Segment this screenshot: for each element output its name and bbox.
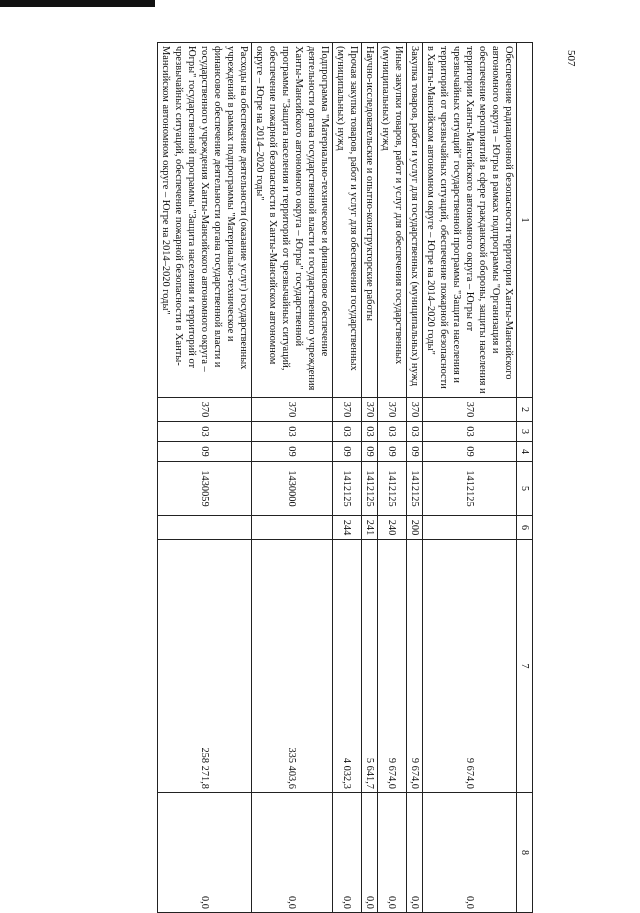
target-article-code: 1412125	[362, 462, 378, 516]
amount-value: 9 674,0	[378, 540, 407, 793]
header-cell: 6	[517, 516, 533, 540]
subsection-code: 09	[423, 442, 517, 462]
target-article-code: 1412125	[378, 462, 407, 516]
header-cell: 7	[517, 540, 533, 793]
header-cell: 1	[517, 43, 533, 398]
header-cell: 2	[517, 398, 533, 422]
page-number: 507	[565, 50, 577, 67]
table-row	[407, 43, 423, 913]
header-row	[517, 43, 533, 913]
row-description: Расходы на обеспечение деятельности (оказание услуг) государственных учреждений в рамках подпрограммы "Материально-техническое и финансовое обеспечение деятельности органа государственной власти и государственного учреждения Ханты-Мансийского автономного округа – Югры" государственной программы "Защита населения и территорий от чрезвычайных ситуаций, обеспечение пожарной безопасности в Ханты-Мансийском автономном округе – Югре на 2014–2020 годы"	[158, 43, 252, 398]
section-code: 03	[158, 422, 252, 442]
ministry-code: 370	[362, 398, 378, 422]
scan-top-bar	[0, 0, 155, 7]
expense-type-code	[158, 516, 252, 540]
expense-type-code: 244	[333, 516, 362, 540]
amount-value-2: 0,0	[378, 793, 407, 913]
table-row	[252, 43, 333, 913]
row-description: Иные закупки товаров, работ и услуг для обеспечения государственных (муниципальных) нужд	[378, 43, 407, 398]
section-code: 03	[252, 422, 333, 442]
amount-value: 9 674,0	[423, 540, 517, 793]
table-row	[378, 43, 407, 913]
ministry-code: 370	[158, 398, 252, 422]
table-row	[362, 43, 378, 913]
target-article-code: 1412125	[333, 462, 362, 516]
target-article-code: 1412125	[423, 462, 517, 516]
budget-table	[157, 42, 533, 913]
row-description: Подпрограмма "Материально-техническое и финансовое обеспечение деятельности органа государственной власти и государственного учреждения Ханты-Мансийского автономного округа – Югры" государственной программы "Защита населения и территорий от чрезвычайных ситуаций, обеспечение пожарной безопасности в Ханты-Мансийском автономном округе – Югре на 2014–2020 годы"	[252, 43, 333, 398]
amount-value-2: 0,0	[333, 793, 362, 913]
amount-value: 258 271,8	[158, 540, 252, 793]
target-article-code: 1412125	[407, 462, 423, 516]
ministry-code: 370	[333, 398, 362, 422]
expense-type-code	[252, 516, 333, 540]
amount-value: 5 641,7	[362, 540, 378, 793]
table-row	[333, 43, 362, 913]
header-cell: 4	[517, 442, 533, 462]
subsection-code: 09	[158, 442, 252, 462]
expense-type-code: 240	[378, 516, 407, 540]
header-cell: 8	[517, 793, 533, 913]
section-code: 03	[378, 422, 407, 442]
row-description: Научно-исследовательские и опытно-конструкторские работы	[362, 43, 378, 398]
table-row	[158, 43, 252, 913]
amount-value-2: 0,0	[362, 793, 378, 913]
subsection-code: 09	[252, 442, 333, 462]
row-description: Обеспечение радиационной безопасности территории Ханты-Мансийского автономного округа – Югры в рамках подпрограммы "Организация и обеспечение мероприятий в сфере гражданской обороны, защиты населения и территории Ханты-Мансийского автономного округа – Югры от чрезвычайных ситуаций" государственной программы "Защита населения и территорий от чрезвычайных ситуаций, обеспечение пожарной безопасности в Ханты-Мансийском автономном округе – Югре на 2014–2020 годы"	[423, 43, 517, 398]
header-cell: 5	[517, 462, 533, 516]
rotated-page-content	[83, 42, 533, 912]
ministry-code: 370	[407, 398, 423, 422]
amount-value-2: 0,0	[252, 793, 333, 913]
target-article-code: 1430000	[252, 462, 333, 516]
section-code: 03	[423, 422, 517, 442]
amount-value: 9 674,0	[407, 540, 423, 793]
row-description: Прочая закупка товаров, работ и услуг для обеспечения государственных (муниципальных) нужд	[333, 43, 362, 398]
expense-type-code: 241	[362, 516, 378, 540]
subsection-code: 09	[362, 442, 378, 462]
table-row	[423, 43, 517, 913]
amount-value: 4 032,3	[333, 540, 362, 793]
section-code: 03	[362, 422, 378, 442]
ministry-code: 370	[423, 398, 517, 422]
section-code: 03	[407, 422, 423, 442]
expense-type-code	[423, 516, 517, 540]
subsection-code: 09	[378, 442, 407, 462]
target-article-code: 1430059	[158, 462, 252, 516]
subsection-code: 09	[333, 442, 362, 462]
amount-value-2: 0,0	[158, 793, 252, 913]
section-code: 03	[333, 422, 362, 442]
amount-value-2: 0,0	[407, 793, 423, 913]
ministry-code: 370	[252, 398, 333, 422]
amount-value: 335 403,6	[252, 540, 333, 793]
header-cell: 3	[517, 422, 533, 442]
row-description: Закупка товаров, работ и услуг для государственных (муниципальных) нужд	[407, 43, 423, 398]
ministry-code: 370	[378, 398, 407, 422]
subsection-code: 09	[407, 442, 423, 462]
amount-value-2: 0,0	[423, 793, 517, 913]
expense-type-code: 200	[407, 516, 423, 540]
